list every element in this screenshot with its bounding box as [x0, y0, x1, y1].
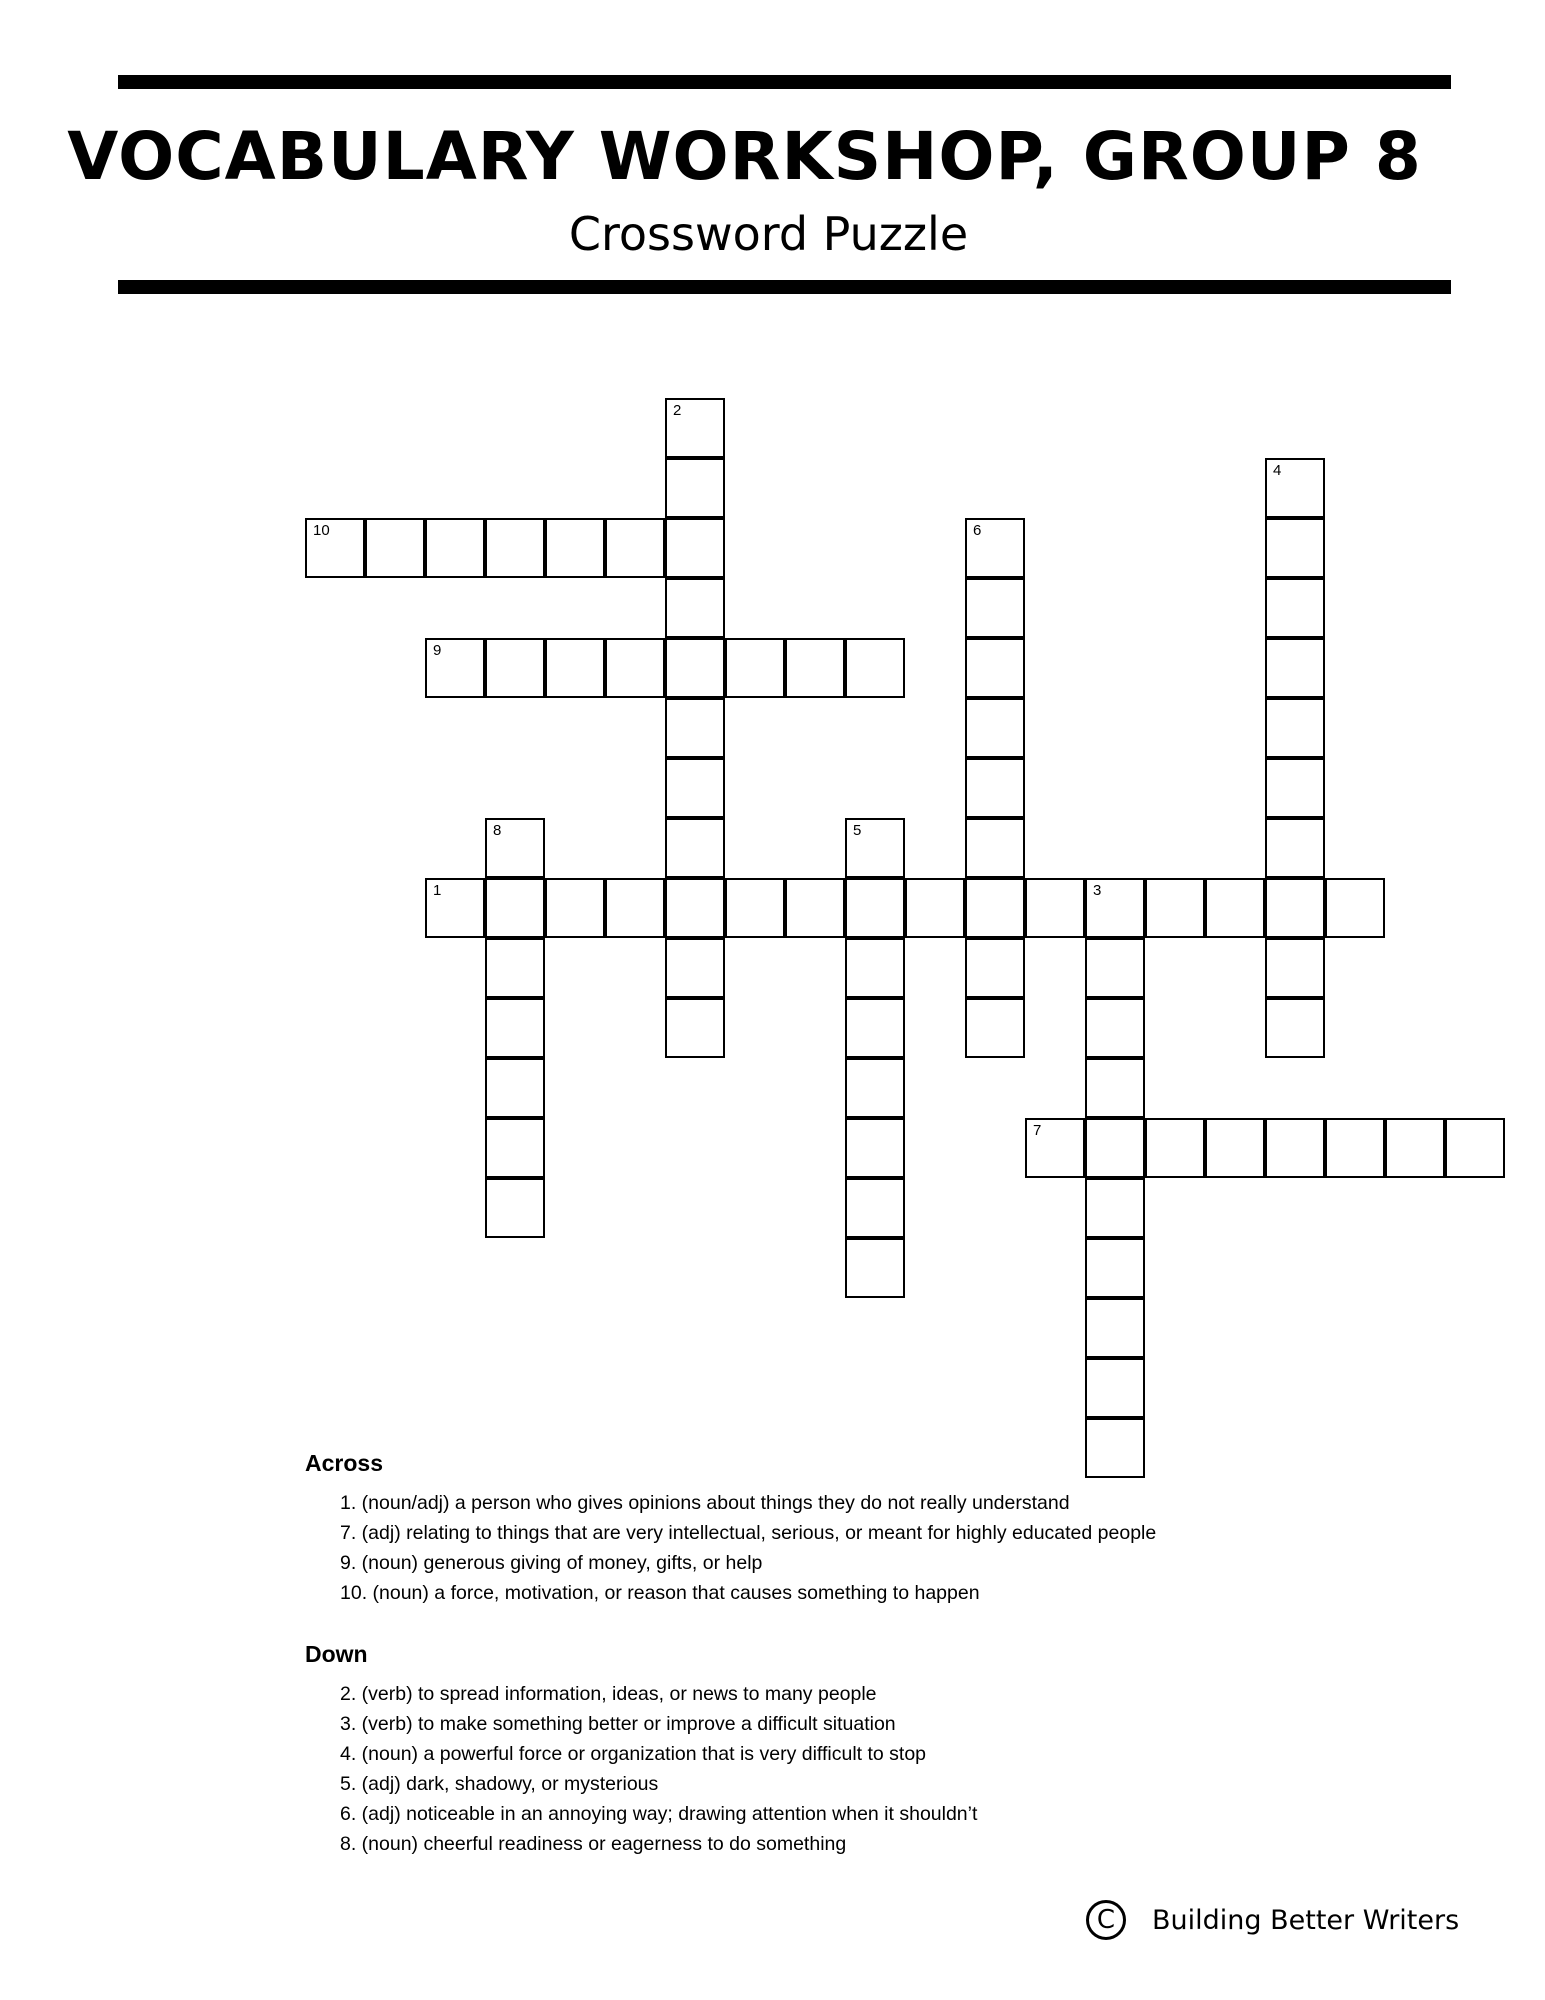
grid-cell[interactable]	[545, 518, 605, 578]
grid-cell[interactable]	[1145, 1118, 1205, 1178]
grid-cell[interactable]	[1085, 1058, 1145, 1118]
clue-number: 8	[493, 822, 502, 839]
grid-cell[interactable]	[845, 938, 905, 998]
grid-cell[interactable]	[665, 818, 725, 878]
grid-cell[interactable]	[1265, 818, 1325, 878]
grid-cell[interactable]	[845, 1118, 905, 1178]
grid-cell[interactable]	[485, 1118, 545, 1178]
grid-cell[interactable]	[965, 818, 1025, 878]
grid-cell[interactable]	[1085, 1298, 1145, 1358]
brand-name: Building Better Writers	[1152, 1904, 1460, 1936]
grid-cell[interactable]	[845, 638, 905, 698]
grid-cell[interactable]	[485, 1058, 545, 1118]
grid-cell-7[interactable]	[1025, 1118, 1085, 1178]
grid-cell[interactable]	[1265, 878, 1325, 938]
grid-cell-4[interactable]	[1265, 458, 1325, 518]
grid-cell[interactable]	[665, 938, 725, 998]
across-clue-list	[340, 1488, 1156, 1608]
grid-cell[interactable]	[365, 518, 425, 578]
grid-cell[interactable]	[665, 638, 725, 698]
footer	[1086, 1895, 1459, 1945]
grid-cell[interactable]	[725, 638, 785, 698]
grid-cell[interactable]	[1205, 878, 1265, 938]
grid-cell[interactable]	[1085, 1418, 1145, 1478]
copyright-icon: C	[1086, 1900, 1126, 1940]
grid-cell[interactable]	[965, 938, 1025, 998]
grid-cell-6[interactable]	[965, 518, 1025, 578]
grid-cell[interactable]	[905, 878, 965, 938]
grid-cell[interactable]	[965, 578, 1025, 638]
grid-cell[interactable]	[665, 698, 725, 758]
down-clue-5: 5. (adj) dark, shadowy, or mysterious	[340, 1773, 659, 1795]
grid-cell[interactable]	[1205, 1118, 1265, 1178]
across-clue-1: 1. (noun/adj) a person who gives opinions about things they do not really understand	[340, 1492, 1070, 1514]
grid-cell[interactable]	[1085, 1238, 1145, 1298]
grid-cell[interactable]	[485, 1178, 545, 1238]
grid-cell[interactable]	[1085, 1358, 1145, 1418]
grid-cell-1[interactable]	[425, 878, 485, 938]
grid-cell[interactable]	[785, 638, 845, 698]
grid-cell[interactable]	[845, 1238, 905, 1298]
down-clue-list	[340, 1679, 977, 1859]
clue-number: 3	[1093, 882, 1102, 899]
grid-cell[interactable]	[845, 1058, 905, 1118]
down-clue-3: 3. (verb) to make something better or improve a difficult situation	[340, 1713, 896, 1735]
bottom-rule	[118, 280, 1451, 294]
grid-cell-10[interactable]	[305, 518, 365, 578]
grid-cell[interactable]	[425, 518, 485, 578]
page-subtitle: Crossword Puzzle	[568, 207, 969, 261]
grid-cell[interactable]	[1265, 1118, 1325, 1178]
grid-cell[interactable]	[1265, 518, 1325, 578]
clue-number: 5	[853, 822, 862, 839]
grid-cell-8[interactable]	[485, 818, 545, 878]
grid-cell[interactable]	[1085, 1178, 1145, 1238]
across-clue-10: 10. (noun) a force, motivation, or reason that causes something to happen	[340, 1582, 980, 1604]
top-rule	[118, 75, 1451, 89]
grid-cell-5[interactable]	[845, 818, 905, 878]
grid-cell[interactable]	[665, 878, 725, 938]
grid-cell[interactable]	[965, 638, 1025, 698]
across-clue-9: 9. (noun) generous giving of money, gifts, or help	[340, 1552, 763, 1574]
grid-cell[interactable]	[485, 638, 545, 698]
grid-cell[interactable]	[1265, 758, 1325, 818]
grid-cell[interactable]	[1085, 998, 1145, 1058]
grid-cell[interactable]	[1265, 998, 1325, 1058]
grid-cell[interactable]	[1265, 578, 1325, 638]
grid-cell-3[interactable]	[1085, 878, 1145, 938]
down-clue-8: 8. (noun) cheerful readiness or eagerness to do something	[340, 1833, 847, 1855]
down-clue-4: 4. (noun) a powerful force or organization that is very difficult to stop	[340, 1743, 927, 1765]
down-heading: Down	[305, 1641, 368, 1667]
down-clue-2: 2. (verb) to spread information, ideas, or news to many people	[340, 1683, 877, 1705]
clue-number: 2	[673, 402, 682, 419]
grid-cell[interactable]	[965, 878, 1025, 938]
grid-cell[interactable]	[665, 998, 725, 1058]
grid-cell[interactable]	[845, 1178, 905, 1238]
down-clue-6: 6. (adj) noticeable in an annoying way; drawing attention when it shouldn’t	[340, 1803, 978, 1825]
clue-number: 10	[313, 522, 330, 539]
grid-cell[interactable]	[1265, 938, 1325, 998]
grid-cell[interactable]	[965, 998, 1025, 1058]
grid-cell-2[interactable]	[665, 398, 725, 458]
page-title: VOCABULARY WORKSHOP, GROUP 8	[67, 118, 1422, 195]
grid-cell[interactable]	[845, 998, 905, 1058]
grid-cell[interactable]	[665, 758, 725, 818]
grid-cell[interactable]	[1445, 1118, 1505, 1178]
grid-cell[interactable]	[485, 998, 545, 1058]
grid-cell[interactable]	[1385, 1118, 1445, 1178]
grid-cell[interactable]	[665, 578, 725, 638]
grid-cell[interactable]	[785, 878, 845, 938]
grid-cell[interactable]	[1025, 878, 1085, 938]
grid-cell-9[interactable]	[425, 638, 485, 698]
grid-cell[interactable]	[965, 698, 1025, 758]
grid-cell[interactable]	[1265, 638, 1325, 698]
grid-cell[interactable]	[1145, 878, 1205, 938]
clue-number: 6	[973, 522, 982, 539]
clue-number: 9	[433, 642, 442, 659]
grid-cell[interactable]	[545, 638, 605, 698]
grid-cell[interactable]	[1265, 698, 1325, 758]
clue-number: 7	[1033, 1122, 1042, 1139]
grid-cell[interactable]	[485, 518, 545, 578]
grid-cell[interactable]	[1085, 1118, 1145, 1178]
grid-cell[interactable]	[665, 458, 725, 518]
grid-cell[interactable]	[1325, 1118, 1385, 1178]
grid-cell[interactable]	[725, 878, 785, 938]
grid-cell[interactable]	[965, 758, 1025, 818]
grid-cell[interactable]	[665, 518, 725, 578]
grid-cell[interactable]	[605, 638, 665, 698]
grid-cell[interactable]	[545, 878, 605, 938]
grid-cell[interactable]	[1325, 878, 1385, 938]
grid-cell[interactable]	[605, 518, 665, 578]
grid-cell[interactable]	[485, 938, 545, 998]
grid-cell[interactable]	[845, 878, 905, 938]
across-clue-7: 7. (adj) relating to things that are very intellectual, serious, or meant for highly educated people	[340, 1522, 1157, 1544]
grid-cell[interactable]	[485, 878, 545, 938]
clue-number: 1	[433, 882, 442, 899]
grid-cell[interactable]	[1085, 938, 1145, 998]
across-heading: Across	[305, 1450, 383, 1476]
clue-number: 4	[1273, 462, 1282, 479]
grid-cell[interactable]	[605, 878, 665, 938]
